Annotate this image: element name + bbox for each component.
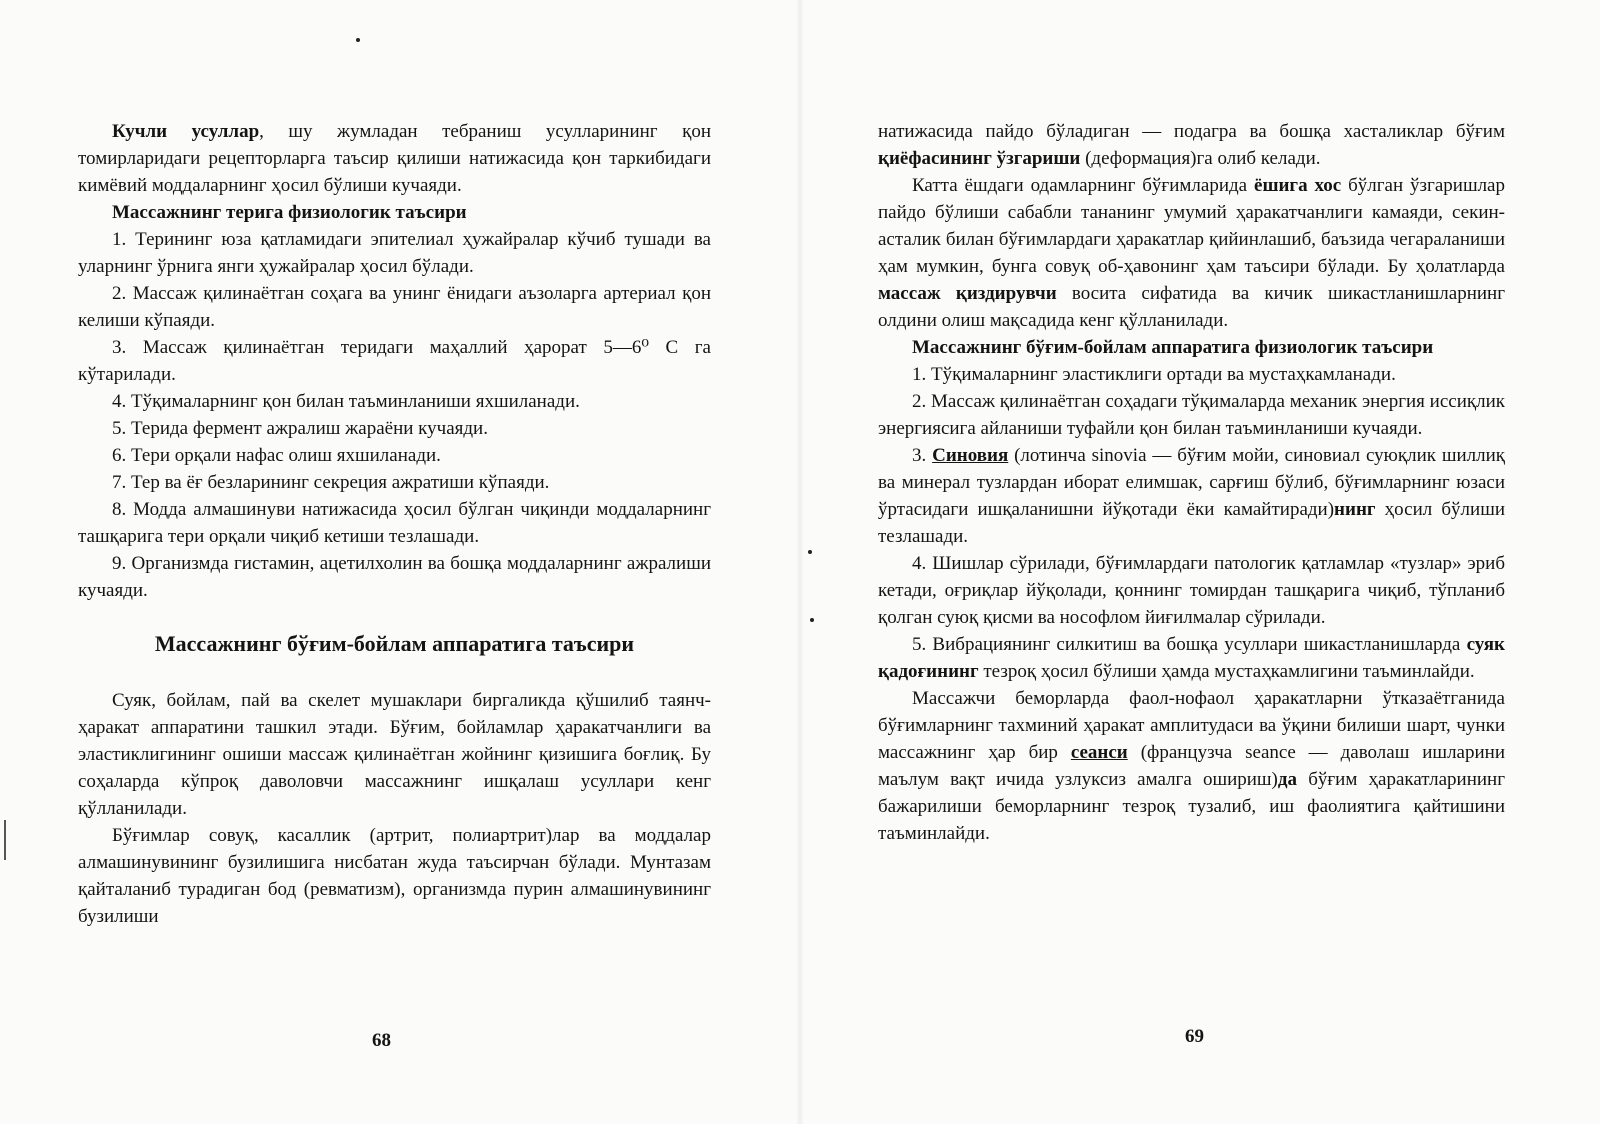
list-item [878,631,1505,685]
left-text-column [78,118,711,930]
scan-speck [810,618,814,622]
text-run: 5. Вибрациянинг силкитиш ва бошқа усуллари шикастланишларда [912,634,1467,655]
bold-term: ёшига хос [1254,175,1342,196]
scan-speck [808,550,812,554]
list-item: 2. Массаж қилинаётган соҳадаги тўқималарда механик энергия иссиқлик энергиясига айланиши туфайли қон билан таъминланиши кучаяди. [878,391,1505,439]
text-run: Массажчи беморларда фаол-нофаол ҳаракатларни ўтказаётганида бўғимларнинг тахминий ҳаракат амплитудаси ва ўқини билиши шарт, чунки массажнинг ҳар бир [878,688,1505,763]
list-item: 4. Шишлар сўрилади, бўғимлардаги патологик қатламлар «тузлар» эриб кетади, оғриқлар йўқолади, қоннинг томирдан ташқарига чиқиб, тўпланиб қолган суюқ қисми ва нософлом йиғилмалар сўрилади. [878,553,1505,628]
text-run: ҳосил бўлиши тезлашади. [878,499,1505,547]
list-item: 1. Тўқималарнинг эластиклиги ортади ва мустаҳкамланади. [912,364,1396,385]
text-run: Катта ёшдаги одамларнинг бўғимларида [912,175,1255,196]
page-number: 68 [372,1030,391,1051]
intro-text: , шу жумладан тебраниш усулларининг қон томирларидаги рецепторларга таъсир қилиши натижасида қон таркибидаги кимёвий моддаларнинг ҳосил бўлиши кучаяди. [78,121,712,196]
body-paragraph: Бўғимлар совуқ, касаллик (артрит, полиартрит)лар ва моддалар алмашинувининг бузилишига нисбатан жуда таъсирчан бўлади. Мунтазам қайталаниб турадиган бод (ревматизм), организмда пурин алмашинувининг бузилиши [78,825,711,927]
body-paragraph: Суяк, бойлам, пай ва скелет мушаклари биргаликда қўшилиб таянч-ҳаракат аппаратини ташкил этади. Бўғим, бойламлар ҳаракатчанлиги ва эластиклигининг ошиши массаж қилинаётган жойнинг қизишига боғлиқ. Бу соҳаларда кўпроқ даволовчи массажнинг ишқалаш усуллари кенг қўлланилади. [78,690,711,819]
list-item: 6. Тери орқали нафас олиш яхшиланади. [112,445,441,466]
text-run: тезроқ ҳосил бўлиши ҳамда мустаҳкамлигини таъминлайди. [978,661,1475,682]
right-text-column [878,118,1505,847]
text-run: (деформация)га олиб келади. [1080,148,1321,169]
bold-term: қиёфасининг ўзгариши [878,148,1081,169]
list-item: 7. Тер ва ёғ безларининг секреция ажратиши кўпаяди. [112,472,550,493]
bold-underlined-term: Синовия [932,445,1009,466]
intro-paragraph [78,118,711,199]
bold-underlined-term: сеанси [1070,742,1128,763]
body-paragraph [878,172,1505,334]
text-run: восита сифатида ва кичик шикастланишларнинг олдини олиш мақсадида кенг қўлланилади. [878,283,1505,331]
text-run: (лотинча sinovia — бўғим мойи, синовиал суюқлик шиллиқ ва минерал тузлардан иборат елимшак, сарғиш бўлиб, бўғимларнинг юзаси ўртасидаги ишқаланишни йўқотади ёки камайтиради) [878,445,1505,520]
list-item: 4. Тўқималарнинг қон билан таъминланиши яхшиланади. [112,391,580,412]
text-run: 3. [912,445,933,466]
skin-effect-heading: Массажнинг терига физиологик таъсири [112,202,467,223]
list-item: 9. Организмда гистамин, ацетилхолин ва бошқа моддаларнинг ажралиши кучаяди. [78,553,711,601]
text-run: бўлган ўзгаришлар пайдо бўлиши сабабли тананинг умумий ҳаракатчанлиги камаяди, секин-асталик билан бўғимлардаги ҳаракатлар қийинлашиб, баъзида чегараланиши ҳам мумкин, бунга совуқ об-ҳавонинг ҳам таъсири бўлади. Бу ҳолатларда [878,175,1505,277]
list-item: 8. Модда алмашинуви натижасида ҳосил бўлган чиқинди моддаларнинг ташқарига тери орқали чиқиб кетиши тезлашади. [78,499,711,547]
bold-term: нинг [1334,499,1376,520]
list-item [878,442,1505,550]
list-item: 5. Терида фермент ажралиш жараёни кучаяди. [112,418,488,439]
text-run: бўғим ҳаракатларининг бажарилиши беморларнинг тезроқ тузалиб, иш фаолиятига қайтишини таъминлайди. [878,769,1505,844]
list-item: 2. Массаж қилинаётган соҳага ва унинг ёнидаги аъзоларга артериал қон келиши кўпаяди. [78,283,711,331]
bold-term: да [1277,769,1298,790]
right-page [800,0,1600,1124]
joint-effect-heading: Массажнинг бўғим-бойлам аппаратига физиологик таъсири [912,337,1434,358]
bold-term: суяк қадоғининг [878,634,1505,682]
text-run: натижасида пайдо бўладиган — подагра ва бошқа хасталиклар бўғим [878,121,1505,142]
body-paragraph [878,685,1505,847]
bold-term: массаж қиздирувчи [878,283,1057,304]
scan-edge-mark [4,820,6,860]
list-item: 3. Массаж қилинаётган теридаги маҳаллий ҳарорат 5—6⁰ С га кўтарилади. [78,337,711,385]
page-number: 69 [1185,1026,1204,1047]
continued-paragraph [878,118,1505,172]
section-title: Массажнинг бўғим-бойлам аппаратига таъсири [154,631,635,656]
text-run: (французча seance — даволаш ишларини маълум вақт ичида узлуксиз амалга ошириш) [878,742,1505,790]
list-item: 1. Терининг юза қатламидаги эпителиал ҳужайралар кўчиб тушади ва уларнинг ўрнига янги ҳужайралар ҳосил бўлади. [78,229,711,277]
scan-speck [356,38,360,42]
intro-bold-term: Кучли усуллар [112,121,260,142]
